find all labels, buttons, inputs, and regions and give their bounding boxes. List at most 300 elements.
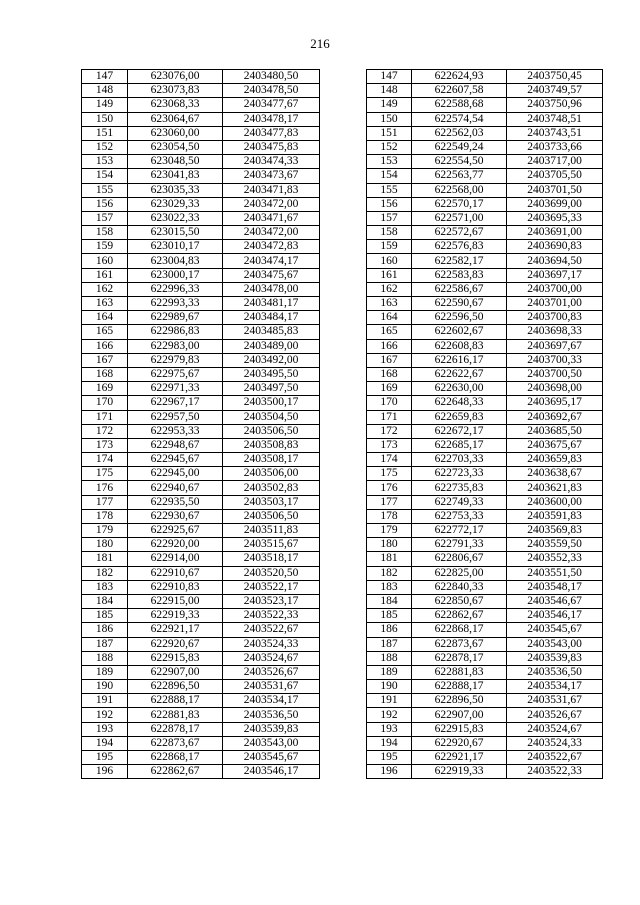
left-y-coordinate-cell: 2403475,67 [223, 268, 320, 282]
right-y-coordinate-cell: 2403522,67 [507, 751, 603, 765]
column-gap [320, 694, 367, 708]
left-x-coordinate-cell: 623004,83 [128, 254, 223, 268]
column-gap [320, 339, 367, 353]
column-gap [320, 367, 367, 381]
table-row [82, 481, 603, 495]
left-x-coordinate-cell: 622907,00 [128, 665, 223, 679]
left-x-coordinate-cell: 622979,83 [128, 353, 223, 367]
right-x-coordinate-cell: 622590,67 [412, 297, 507, 311]
right-x-coordinate-cell: 622873,67 [412, 637, 507, 651]
right-x-coordinate-cell: 622563,77 [412, 169, 507, 183]
right-point-number-cell: 185 [367, 609, 412, 623]
right-x-coordinate-cell: 622878,17 [412, 651, 507, 665]
left-point-number-cell: 196 [82, 765, 128, 779]
left-x-coordinate-cell: 622915,00 [128, 594, 223, 608]
right-y-coordinate-cell: 2403534,17 [507, 680, 603, 694]
left-y-coordinate-cell: 2403502,83 [223, 481, 320, 495]
column-gap [320, 169, 367, 183]
left-x-coordinate-cell: 622910,67 [128, 566, 223, 580]
right-y-coordinate-cell: 2403559,50 [507, 538, 603, 552]
left-y-coordinate-cell: 2403522,17 [223, 580, 320, 594]
right-point-number-cell: 166 [367, 339, 412, 353]
left-point-number-cell: 181 [82, 552, 128, 566]
table-row [82, 112, 603, 126]
right-x-coordinate-cell: 622862,67 [412, 609, 507, 623]
column-gap [320, 183, 367, 197]
right-y-coordinate-cell: 2403545,67 [507, 623, 603, 637]
table-row [82, 708, 603, 722]
right-point-number-cell: 151 [367, 126, 412, 140]
left-point-number-cell: 157 [82, 211, 128, 225]
right-x-coordinate-cell: 622576,83 [412, 240, 507, 254]
right-x-coordinate-cell: 622920,67 [412, 736, 507, 750]
left-point-number-cell: 187 [82, 637, 128, 651]
left-y-coordinate-cell: 2403506,00 [223, 467, 320, 481]
table-row [82, 126, 603, 140]
left-y-coordinate-cell: 2403511,83 [223, 524, 320, 538]
left-point-number-cell: 185 [82, 609, 128, 623]
column-gap [320, 637, 367, 651]
right-point-number-cell: 181 [367, 552, 412, 566]
right-point-number-cell: 171 [367, 410, 412, 424]
left-point-number-cell: 153 [82, 155, 128, 169]
left-point-number-cell: 154 [82, 169, 128, 183]
right-point-number-cell: 161 [367, 268, 412, 282]
left-x-coordinate-cell: 622948,67 [128, 438, 223, 452]
left-y-coordinate-cell: 2403471,83 [223, 183, 320, 197]
table-row [82, 509, 603, 523]
left-x-coordinate-cell: 622896,50 [128, 680, 223, 694]
left-x-coordinate-cell: 622975,67 [128, 367, 223, 381]
column-gap [320, 467, 367, 481]
right-point-number-cell: 159 [367, 240, 412, 254]
left-y-coordinate-cell: 2403515,67 [223, 538, 320, 552]
right-x-coordinate-cell: 622868,17 [412, 623, 507, 637]
right-x-coordinate-cell: 622549,24 [412, 140, 507, 154]
table-row [82, 524, 603, 538]
table-row [82, 70, 603, 84]
column-gap [320, 751, 367, 765]
left-y-coordinate-cell: 2403508,17 [223, 453, 320, 467]
right-y-coordinate-cell: 2403543,00 [507, 637, 603, 651]
left-point-number-cell: 182 [82, 566, 128, 580]
left-point-number-cell: 168 [82, 367, 128, 381]
right-point-number-cell: 173 [367, 438, 412, 452]
column-gap [320, 382, 367, 396]
table-row [82, 140, 603, 154]
left-point-number-cell: 166 [82, 339, 128, 353]
table-row [82, 751, 603, 765]
table-row [82, 183, 603, 197]
left-point-number-cell: 170 [82, 396, 128, 410]
table-row [82, 467, 603, 481]
right-x-coordinate-cell: 622588,68 [412, 98, 507, 112]
left-y-coordinate-cell: 2403492,00 [223, 353, 320, 367]
left-y-coordinate-cell: 2403478,17 [223, 112, 320, 126]
table-row [82, 552, 603, 566]
left-y-coordinate-cell: 2403489,00 [223, 339, 320, 353]
column-gap [320, 538, 367, 552]
right-y-coordinate-cell: 2403697,17 [507, 268, 603, 282]
right-y-coordinate-cell: 2403546,17 [507, 609, 603, 623]
left-y-coordinate-cell: 2403506,50 [223, 509, 320, 523]
right-point-number-cell: 177 [367, 495, 412, 509]
left-y-coordinate-cell: 2403531,67 [223, 680, 320, 694]
right-point-number-cell: 175 [367, 467, 412, 481]
column-gap [320, 396, 367, 410]
left-point-number-cell: 156 [82, 197, 128, 211]
left-x-coordinate-cell: 622921,17 [128, 623, 223, 637]
right-y-coordinate-cell: 2403531,67 [507, 694, 603, 708]
right-point-number-cell: 155 [367, 183, 412, 197]
right-x-coordinate-cell: 622659,83 [412, 410, 507, 424]
left-x-coordinate-cell: 623041,83 [128, 169, 223, 183]
left-x-coordinate-cell: 622914,00 [128, 552, 223, 566]
left-y-coordinate-cell: 2403497,50 [223, 382, 320, 396]
left-x-coordinate-cell: 623035,33 [128, 183, 223, 197]
right-y-coordinate-cell: 2403748,51 [507, 112, 603, 126]
left-x-coordinate-cell: 622930,67 [128, 509, 223, 523]
left-point-number-cell: 177 [82, 495, 128, 509]
table-row [82, 424, 603, 438]
left-point-number-cell: 175 [82, 467, 128, 481]
left-y-coordinate-cell: 2403472,00 [223, 226, 320, 240]
right-y-coordinate-cell: 2403743,51 [507, 126, 603, 140]
left-x-coordinate-cell: 622996,33 [128, 282, 223, 296]
right-x-coordinate-cell: 622607,58 [412, 84, 507, 98]
left-x-coordinate-cell: 622925,67 [128, 524, 223, 538]
right-y-coordinate-cell: 2403692,67 [507, 410, 603, 424]
left-x-coordinate-cell: 622881,83 [128, 708, 223, 722]
left-y-coordinate-cell: 2403518,17 [223, 552, 320, 566]
left-x-coordinate-cell: 623048,50 [128, 155, 223, 169]
left-y-coordinate-cell: 2403478,50 [223, 84, 320, 98]
table-row [82, 98, 603, 112]
left-x-coordinate-cell: 622945,00 [128, 467, 223, 481]
column-gap [320, 155, 367, 169]
left-y-coordinate-cell: 2403472,00 [223, 197, 320, 211]
right-y-coordinate-cell: 2403675,67 [507, 438, 603, 452]
left-point-number-cell: 174 [82, 453, 128, 467]
table-row [82, 211, 603, 225]
left-x-coordinate-cell: 622945,67 [128, 453, 223, 467]
left-x-coordinate-cell: 623073,83 [128, 84, 223, 98]
column-gap [320, 722, 367, 736]
right-y-coordinate-cell: 2403552,33 [507, 552, 603, 566]
left-x-coordinate-cell: 622888,17 [128, 694, 223, 708]
left-y-coordinate-cell: 2403481,17 [223, 297, 320, 311]
right-point-number-cell: 169 [367, 382, 412, 396]
column-gap [320, 580, 367, 594]
column-gap [320, 98, 367, 112]
right-point-number-cell: 183 [367, 580, 412, 594]
right-point-number-cell: 189 [367, 665, 412, 679]
column-gap [320, 708, 367, 722]
left-y-coordinate-cell: 2403526,67 [223, 665, 320, 679]
table-row [82, 311, 603, 325]
left-point-number-cell: 172 [82, 424, 128, 438]
right-y-coordinate-cell: 2403750,45 [507, 70, 603, 84]
left-point-number-cell: 173 [82, 438, 128, 452]
left-x-coordinate-cell: 622910,83 [128, 580, 223, 594]
right-x-coordinate-cell: 622753,33 [412, 509, 507, 523]
left-x-coordinate-cell: 622920,67 [128, 637, 223, 651]
column-gap [320, 268, 367, 282]
table-row [82, 453, 603, 467]
right-x-coordinate-cell: 622850,67 [412, 594, 507, 608]
right-point-number-cell: 182 [367, 566, 412, 580]
left-x-coordinate-cell: 622967,17 [128, 396, 223, 410]
right-y-coordinate-cell: 2403698,00 [507, 382, 603, 396]
right-x-coordinate-cell: 622723,33 [412, 467, 507, 481]
column-gap [320, 438, 367, 452]
right-point-number-cell: 191 [367, 694, 412, 708]
column-gap [320, 84, 367, 98]
left-y-coordinate-cell: 2403504,50 [223, 410, 320, 424]
right-point-number-cell: 163 [367, 297, 412, 311]
left-y-coordinate-cell: 2403503,17 [223, 495, 320, 509]
left-x-coordinate-cell: 622953,33 [128, 424, 223, 438]
right-point-number-cell: 180 [367, 538, 412, 552]
left-point-number-cell: 178 [82, 509, 128, 523]
right-y-coordinate-cell: 2403749,57 [507, 84, 603, 98]
table-row [82, 155, 603, 169]
column-gap [320, 297, 367, 311]
right-point-number-cell: 186 [367, 623, 412, 637]
column-gap [320, 424, 367, 438]
left-x-coordinate-cell: 622986,83 [128, 325, 223, 339]
right-x-coordinate-cell: 622896,50 [412, 694, 507, 708]
right-point-number-cell: 168 [367, 367, 412, 381]
column-gap [320, 211, 367, 225]
left-x-coordinate-cell: 622989,67 [128, 311, 223, 325]
right-point-number-cell: 187 [367, 637, 412, 651]
left-y-coordinate-cell: 2403536,50 [223, 708, 320, 722]
right-point-number-cell: 154 [367, 169, 412, 183]
table-row [82, 594, 603, 608]
left-x-coordinate-cell: 623060,00 [128, 126, 223, 140]
right-y-coordinate-cell: 2403522,33 [507, 765, 603, 779]
right-x-coordinate-cell: 622583,83 [412, 268, 507, 282]
left-point-number-cell: 191 [82, 694, 128, 708]
column-gap [320, 112, 367, 126]
table-row [82, 226, 603, 240]
table-row [82, 637, 603, 651]
left-x-coordinate-cell: 623010,17 [128, 240, 223, 254]
left-point-number-cell: 159 [82, 240, 128, 254]
right-x-coordinate-cell: 622616,17 [412, 353, 507, 367]
left-point-number-cell: 152 [82, 140, 128, 154]
right-y-coordinate-cell: 2403526,67 [507, 708, 603, 722]
table-row [82, 367, 603, 381]
right-x-coordinate-cell: 622685,17 [412, 438, 507, 452]
right-x-coordinate-cell: 622648,33 [412, 396, 507, 410]
table-row [82, 438, 603, 452]
column-gap [320, 765, 367, 779]
left-y-coordinate-cell: 2403500,17 [223, 396, 320, 410]
table-row [82, 495, 603, 509]
left-point-number-cell: 184 [82, 594, 128, 608]
right-point-number-cell: 196 [367, 765, 412, 779]
table-row [82, 736, 603, 750]
left-y-coordinate-cell: 2403539,83 [223, 722, 320, 736]
left-y-coordinate-cell: 2403480,50 [223, 70, 320, 84]
left-point-number-cell: 192 [82, 708, 128, 722]
left-point-number-cell: 193 [82, 722, 128, 736]
table-row [82, 325, 603, 339]
table-row [82, 254, 603, 268]
right-y-coordinate-cell: 2403591,83 [507, 509, 603, 523]
right-point-number-cell: 153 [367, 155, 412, 169]
right-point-number-cell: 157 [367, 211, 412, 225]
right-y-coordinate-cell: 2403691,00 [507, 226, 603, 240]
right-y-coordinate-cell: 2403694,50 [507, 254, 603, 268]
table-row [82, 240, 603, 254]
column-gap [320, 254, 367, 268]
column-gap [320, 140, 367, 154]
left-x-coordinate-cell: 623015,50 [128, 226, 223, 240]
right-x-coordinate-cell: 622840,33 [412, 580, 507, 594]
table-row [82, 623, 603, 637]
right-point-number-cell: 184 [367, 594, 412, 608]
column-gap [320, 126, 367, 140]
left-x-coordinate-cell: 622915,83 [128, 651, 223, 665]
left-y-coordinate-cell: 2403520,50 [223, 566, 320, 580]
right-x-coordinate-cell: 622825,00 [412, 566, 507, 580]
right-y-coordinate-cell: 2403685,50 [507, 424, 603, 438]
left-x-coordinate-cell: 622862,67 [128, 765, 223, 779]
left-y-coordinate-cell: 2403474,33 [223, 155, 320, 169]
left-point-number-cell: 169 [82, 382, 128, 396]
left-point-number-cell: 155 [82, 183, 128, 197]
column-gap [320, 623, 367, 637]
left-y-coordinate-cell: 2403475,83 [223, 140, 320, 154]
right-y-coordinate-cell: 2403700,83 [507, 311, 603, 325]
table-row [82, 680, 603, 694]
right-x-coordinate-cell: 622562,03 [412, 126, 507, 140]
column-gap [320, 594, 367, 608]
left-y-coordinate-cell: 2403524,33 [223, 637, 320, 651]
right-y-coordinate-cell: 2403700,33 [507, 353, 603, 367]
right-x-coordinate-cell: 622791,33 [412, 538, 507, 552]
right-x-coordinate-cell: 622572,67 [412, 226, 507, 240]
left-point-number-cell: 149 [82, 98, 128, 112]
left-point-number-cell: 148 [82, 84, 128, 98]
right-x-coordinate-cell: 622919,33 [412, 765, 507, 779]
left-point-number-cell: 150 [82, 112, 128, 126]
right-point-number-cell: 192 [367, 708, 412, 722]
right-y-coordinate-cell: 2403701,00 [507, 297, 603, 311]
right-point-number-cell: 162 [367, 282, 412, 296]
column-gap [320, 566, 367, 580]
table-row [82, 84, 603, 98]
right-point-number-cell: 150 [367, 112, 412, 126]
column-gap [320, 509, 367, 523]
left-point-number-cell: 195 [82, 751, 128, 765]
left-x-coordinate-cell: 622935,50 [128, 495, 223, 509]
right-y-coordinate-cell: 2403536,50 [507, 665, 603, 679]
right-y-coordinate-cell: 2403546,67 [507, 594, 603, 608]
right-point-number-cell: 160 [367, 254, 412, 268]
column-gap [320, 282, 367, 296]
left-y-coordinate-cell: 2403484,17 [223, 311, 320, 325]
right-x-coordinate-cell: 622608,83 [412, 339, 507, 353]
right-x-coordinate-cell: 622915,83 [412, 722, 507, 736]
right-point-number-cell: 195 [367, 751, 412, 765]
column-gap [320, 70, 367, 84]
right-y-coordinate-cell: 2403690,83 [507, 240, 603, 254]
column-gap [320, 481, 367, 495]
right-point-number-cell: 178 [367, 509, 412, 523]
left-point-number-cell: 188 [82, 651, 128, 665]
table-row [82, 580, 603, 594]
right-y-coordinate-cell: 2403621,83 [507, 481, 603, 495]
left-point-number-cell: 176 [82, 481, 128, 495]
right-x-coordinate-cell: 622772,17 [412, 524, 507, 538]
table-row [82, 651, 603, 665]
left-y-coordinate-cell: 2403471,67 [223, 211, 320, 225]
right-point-number-cell: 147 [367, 70, 412, 84]
left-y-coordinate-cell: 2403485,83 [223, 325, 320, 339]
right-x-coordinate-cell: 622570,17 [412, 197, 507, 211]
right-y-coordinate-cell: 2403705,50 [507, 169, 603, 183]
left-y-coordinate-cell: 2403545,67 [223, 751, 320, 765]
table-row [82, 297, 603, 311]
column-gap [320, 410, 367, 424]
right-y-coordinate-cell: 2403659,83 [507, 453, 603, 467]
right-point-number-cell: 158 [367, 226, 412, 240]
left-point-number-cell: 183 [82, 580, 128, 594]
table-row [82, 609, 603, 623]
left-point-number-cell: 165 [82, 325, 128, 339]
right-x-coordinate-cell: 622574,54 [412, 112, 507, 126]
right-point-number-cell: 179 [367, 524, 412, 538]
left-y-coordinate-cell: 2403474,17 [223, 254, 320, 268]
left-y-coordinate-cell: 2403477,83 [223, 126, 320, 140]
right-x-coordinate-cell: 622881,83 [412, 665, 507, 679]
right-y-coordinate-cell: 2403699,00 [507, 197, 603, 211]
right-point-number-cell: 156 [367, 197, 412, 211]
right-y-coordinate-cell: 2403524,33 [507, 736, 603, 750]
table-row [82, 665, 603, 679]
right-x-coordinate-cell: 622888,17 [412, 680, 507, 694]
left-x-coordinate-cell: 622957,50 [128, 410, 223, 424]
table-row [82, 538, 603, 552]
left-x-coordinate-cell: 623076,00 [128, 70, 223, 84]
right-y-coordinate-cell: 2403750,96 [507, 98, 603, 112]
right-y-coordinate-cell: 2403697,67 [507, 339, 603, 353]
right-y-coordinate-cell: 2403695,17 [507, 396, 603, 410]
left-x-coordinate-cell: 622940,67 [128, 481, 223, 495]
left-y-coordinate-cell: 2403524,67 [223, 651, 320, 665]
right-point-number-cell: 188 [367, 651, 412, 665]
column-gap [320, 651, 367, 665]
column-gap [320, 453, 367, 467]
left-y-coordinate-cell: 2403546,17 [223, 765, 320, 779]
column-gap [320, 325, 367, 339]
right-x-coordinate-cell: 622907,00 [412, 708, 507, 722]
right-point-number-cell: 190 [367, 680, 412, 694]
column-gap [320, 226, 367, 240]
left-x-coordinate-cell: 622920,00 [128, 538, 223, 552]
table-row [82, 169, 603, 183]
right-y-coordinate-cell: 2403698,33 [507, 325, 603, 339]
table-row [82, 339, 603, 353]
left-x-coordinate-cell: 623064,67 [128, 112, 223, 126]
column-gap [320, 240, 367, 254]
right-x-coordinate-cell: 622735,83 [412, 481, 507, 495]
right-x-coordinate-cell: 622582,17 [412, 254, 507, 268]
